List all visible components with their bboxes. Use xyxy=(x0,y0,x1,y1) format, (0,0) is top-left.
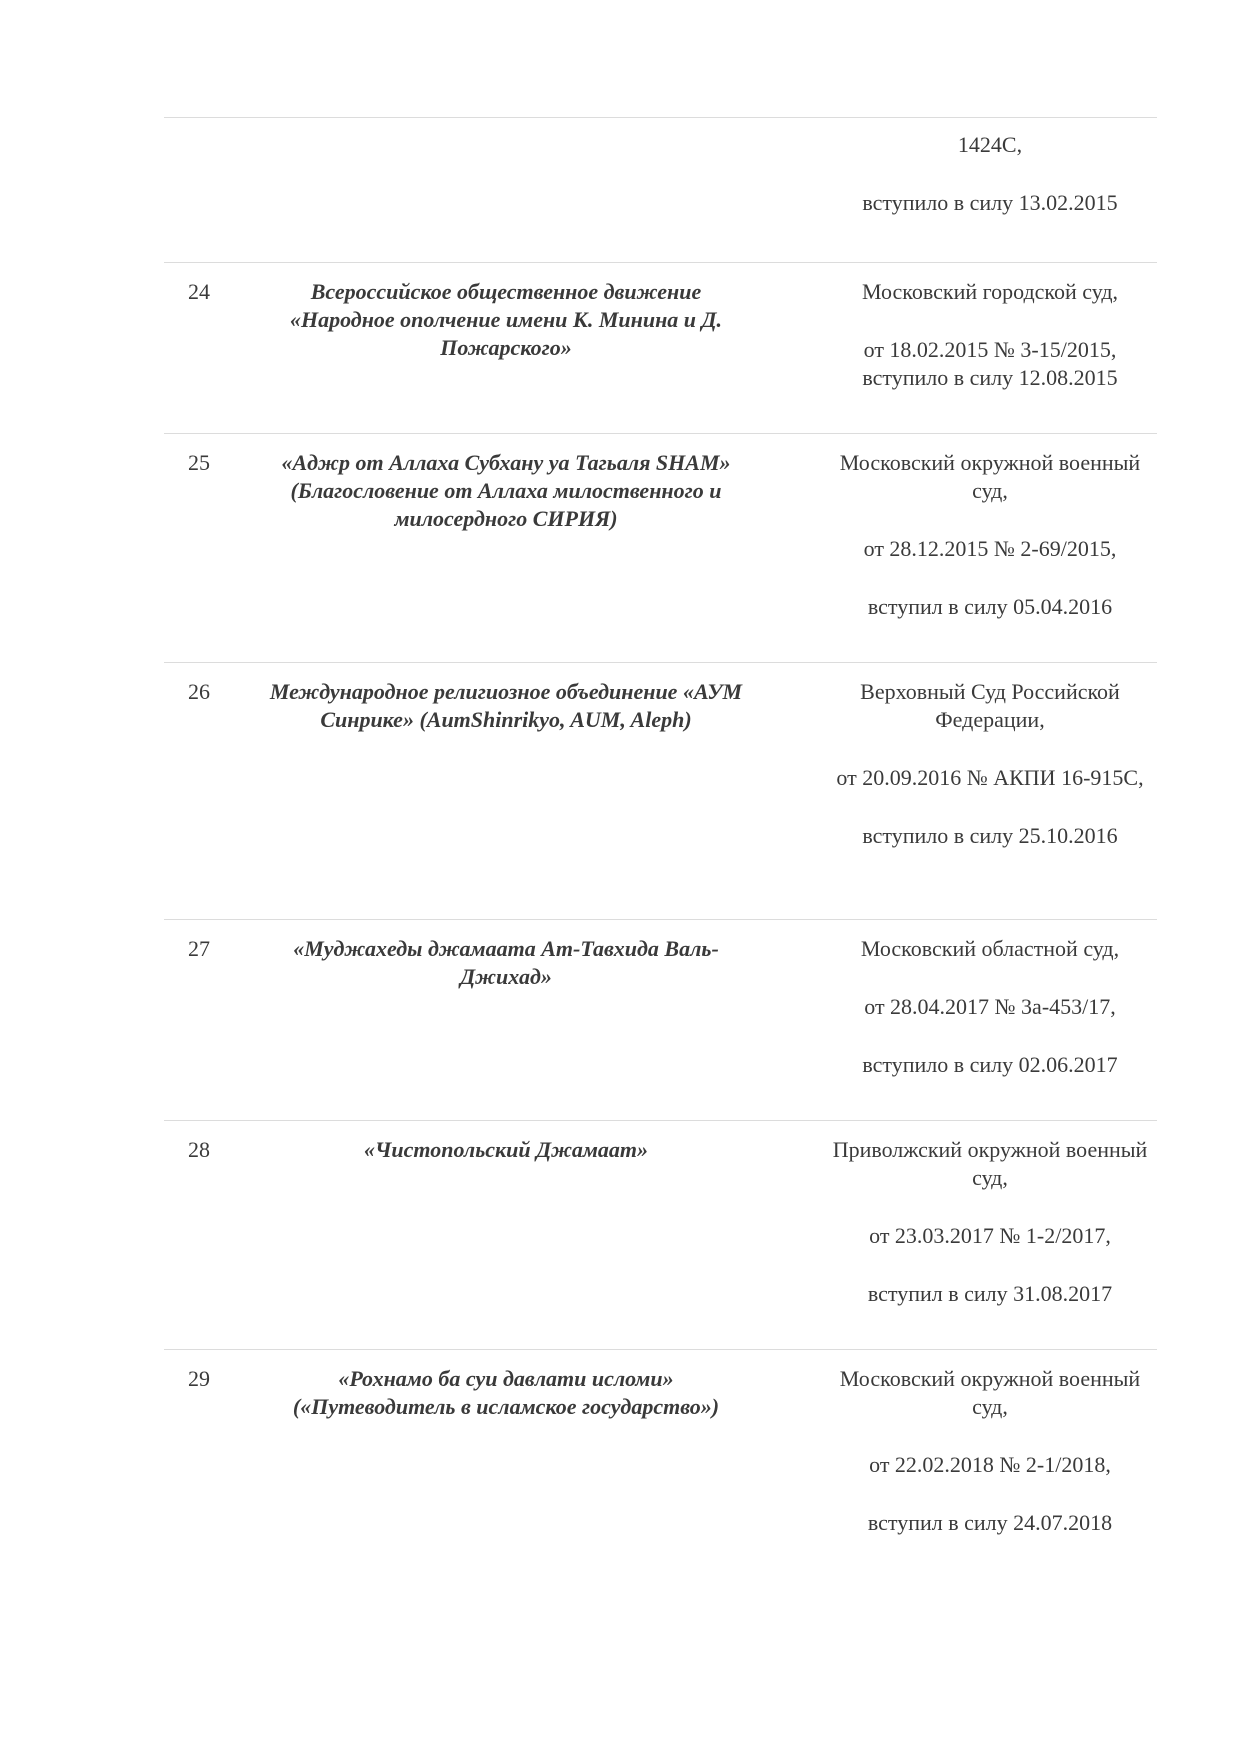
court-decision xyxy=(830,449,1150,621)
court-line: от 20.09.2016 № АКПИ 16-915С, xyxy=(836,765,1144,790)
table-row xyxy=(164,919,1157,1120)
organization-name: Международное религиозное объединение «АУМ Синрике» (AumShinrikyo, AUM, Aleph) xyxy=(269,679,743,732)
organization-name: «Муджахеды джамаата Ат-Тавхида Валь-Джихад» xyxy=(293,936,719,989)
organization-name: «Чистопольский Джамаат» xyxy=(363,1137,649,1162)
court-line: от 28.12.2015 № 2-69/2015, xyxy=(863,536,1117,561)
court-decision xyxy=(830,1365,1150,1537)
table-row xyxy=(164,117,1157,262)
table-row xyxy=(164,262,1157,433)
court-line: от 28.04.2017 № 3а-453/17, xyxy=(864,994,1116,1019)
court-line: Московский окружной военный суд, xyxy=(839,1366,1141,1419)
row-number: 29 xyxy=(188,1366,210,1391)
court-line: Московский областной суд, xyxy=(860,936,1120,961)
court-line: Верховный Суд Российской Федерации, xyxy=(860,679,1120,732)
court-line: от 18.02.2015 № 3-15/2015, xyxy=(863,337,1117,362)
court-line: вступил в силу 05.04.2016 xyxy=(867,594,1113,619)
organization-name: Всероссийское общественное движение «Народное ополчение имени К. Минина и Д. Пожарского» xyxy=(289,279,723,360)
court-line: от 22.02.2018 № 2-1/2018, xyxy=(869,1452,1111,1477)
table-row xyxy=(164,433,1157,662)
court-line: от 23.03.2017 № 1-2/2017, xyxy=(869,1223,1111,1248)
court-decision xyxy=(830,278,1150,392)
court-line: 1424С, xyxy=(957,132,1023,157)
court-line: вступил в силу 24.07.2018 xyxy=(867,1510,1113,1535)
court-line: Московский окружной военный суд, xyxy=(839,450,1141,503)
list-table xyxy=(164,117,1157,1589)
row-number: 28 xyxy=(188,1137,210,1162)
organization-name: «Рохнамо ба суи давлати исломи» («Путеводитель в исламское государство») xyxy=(292,1366,720,1419)
court-line: вступило в силу 12.08.2015 xyxy=(862,365,1118,390)
organization-name: «Аджр от Аллаха Субхану уа Тагьаля SHAM» (Благословение от Аллаха милоственного и милосердного СИРИЯ) xyxy=(281,450,731,531)
table-row xyxy=(164,1349,1157,1589)
court-decision xyxy=(830,678,1150,850)
court-line: Приволжский окружной военный суд, xyxy=(832,1137,1148,1190)
court-decision xyxy=(830,131,1150,217)
row-number: 24 xyxy=(188,279,210,304)
court-line: вступило в силу 13.02.2015 xyxy=(862,190,1118,215)
row-number: 25 xyxy=(188,450,210,475)
row-number: 26 xyxy=(188,679,210,704)
table-row xyxy=(164,1120,1157,1349)
court-decision xyxy=(830,935,1150,1079)
court-line: вступило в силу 25.10.2016 xyxy=(862,823,1118,848)
court-line: вступил в силу 31.08.2017 xyxy=(867,1281,1113,1306)
court-line: вступило в силу 02.06.2017 xyxy=(862,1052,1118,1077)
court-decision xyxy=(830,1136,1150,1308)
table-row xyxy=(164,662,1157,919)
court-line: Московский городской суд, xyxy=(861,279,1119,304)
row-number: 27 xyxy=(188,936,210,961)
